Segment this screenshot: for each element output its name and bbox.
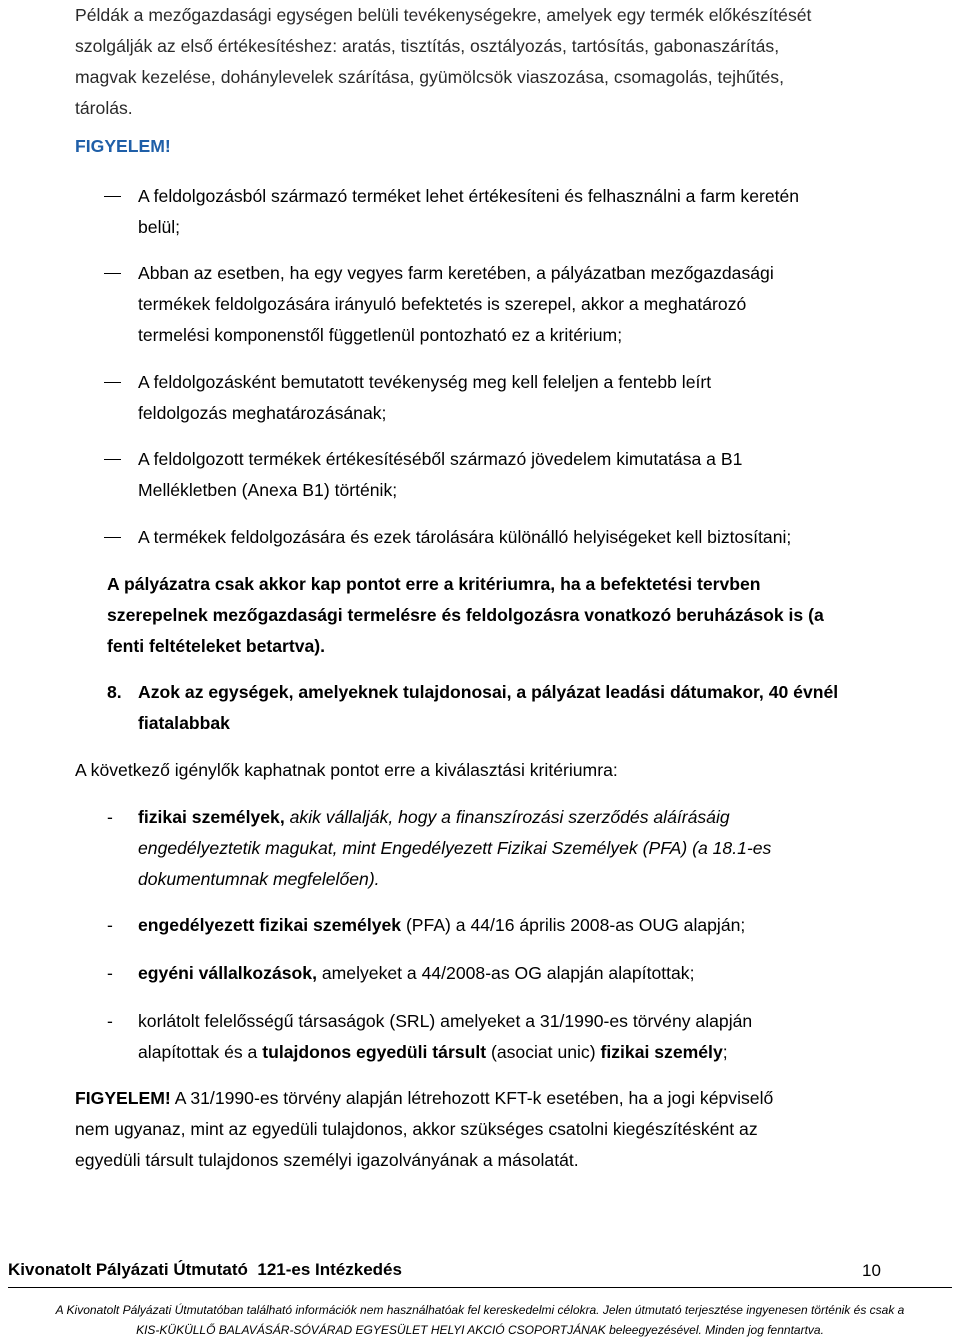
page-number: 10 xyxy=(862,1261,881,1280)
bullet-line: A feldolgozásként bemutatott tevékenység meg kell feleljen a fentebb leírt xyxy=(138,372,712,392)
bold-note-line: A pályázatra csak akkor kap pontot erre a kritériumra, ha a befektetési tervben xyxy=(107,574,761,594)
footer-title: Kivonatolt Pályázati Útmutató 121-es Intézkedés xyxy=(8,1260,402,1279)
list-item-italic: engedélyeztetik magukat, mint Engedélyezett Fizikai Személyek (PFA) (a 18.1-es xyxy=(138,838,772,858)
list-item xyxy=(138,802,938,895)
section-heading xyxy=(138,677,948,739)
intro-line: magvak kezelése, dohánylevelek szárítása, gyümölcsök viaszozása, csomagolás, tejhűtés, xyxy=(75,67,784,87)
text-span-bold: tulajdonos egyedüli társult xyxy=(262,1042,487,1062)
list-item-bold: fizikai személyek, xyxy=(138,807,285,827)
dash-bullet-icon xyxy=(104,459,121,460)
footer-disclaimer: A Kivonatolt Pályázati Útmutatóban található információk nem használhatóak fel kereskedelmi célokra. Jelen útmutató terjesztése ingyenesen történik és csak a xyxy=(55,1303,905,1317)
warning-line: egyedüli társult tulajdonos személyi igazolványának a másolatát. xyxy=(75,1150,579,1170)
text-span: ; xyxy=(722,1042,728,1062)
eligibility-intro: A következő igénylők kaphatnak pontot erre a kiválasztási kritériumra: xyxy=(75,760,618,780)
list-dash: - xyxy=(107,1011,113,1031)
dash-bullet-icon xyxy=(104,196,121,197)
list-item-line xyxy=(138,802,938,833)
bullet-line: termékek feldolgozására irányuló befektetés is szerepel, akkor a meghatározó xyxy=(138,294,747,314)
text-span-bold: fizikai személy xyxy=(600,1042,723,1062)
bullet-item xyxy=(138,258,938,351)
list-dash: - xyxy=(107,963,113,983)
list-item-line xyxy=(138,1037,938,1068)
intro-line: szolgálják az első értékesítéshez: aratás, tisztítás, osztályozás, tartósítás, gabonaszárítás, xyxy=(75,36,780,56)
list-item-italic: akik vállalják, hogy a finanszírozási szerződés aláírásáig xyxy=(284,807,730,827)
footer-disclaimer: KIS-KÜKÜLLŐ BALAVÁSÁR-SÓVÁRAD EGYESÜLET HELYI AKCIÓ CSOPORTJÁNAK beleegyezésével. Minden jog fenntartva. xyxy=(136,1323,824,1337)
intro-line: Példák a mezőgazdasági egységen belüli tevékenységekre, amelyek egy termék előkészítését xyxy=(75,5,812,25)
bullet-line: A feldolgozott termékek értékesítéséből származó jövedelem kimutatása a B1 xyxy=(138,449,743,469)
bullet-item xyxy=(138,522,938,553)
text-span: (asociat unic) xyxy=(486,1042,601,1062)
list-item xyxy=(138,910,938,941)
bullet-line: belül; xyxy=(138,217,181,237)
list-dash: - xyxy=(107,915,113,935)
section-number: 8. xyxy=(107,682,122,702)
dash-bullet-icon xyxy=(104,382,121,383)
intro-paragraph xyxy=(75,0,935,124)
list-item-line: korlátolt felelősségű társaságok (SRL) amelyeket a 31/1990-es törvény alapján xyxy=(138,1011,753,1031)
bullet-item xyxy=(138,367,938,429)
bold-note xyxy=(107,569,947,662)
intro-line: tárolás. xyxy=(75,98,133,118)
warning-line: nem ugyanaz, mint az egyedüli tulajdonos, akkor szükséges csatolni kiegészítésként az xyxy=(75,1119,758,1139)
list-dash: - xyxy=(107,807,113,827)
bullet-line: termelési komponenstől függetlenül pontozható ez a kritérium; xyxy=(138,325,623,345)
bullet-line: A feldolgozásból származó terméket lehet értékesíteni és felhasználni a farm keretén xyxy=(138,186,800,206)
warning-line xyxy=(75,1083,945,1114)
dash-bullet-icon xyxy=(104,537,121,538)
bullet-line: Abban az esetben, ha egy vegyes farm keretében, a pályázatban mezőgazdasági xyxy=(138,263,774,283)
text-span: alapítottak és a xyxy=(138,1042,263,1062)
list-item-text: (PFA) a 44/16 április 2008-as OUG alapján; xyxy=(401,915,746,935)
bold-note-line: fenti feltételeket betartva). xyxy=(107,636,326,656)
list-item-bold: egyéni vállalkozások, xyxy=(138,963,317,983)
warning-heading: FIGYELEM! xyxy=(75,136,171,156)
warning-paragraph xyxy=(75,1083,945,1176)
bullet-line: A termékek feldolgozására és ezek tárolására különálló helyiségeket kell biztosítani; xyxy=(138,527,792,547)
bullet-item xyxy=(138,181,938,243)
bullet-line: feldolgozás meghatározásának; xyxy=(138,403,387,423)
dash-bullet-icon xyxy=(104,273,121,274)
list-item xyxy=(138,958,938,989)
warning-label: FIGYELEM! xyxy=(75,1088,171,1108)
list-item-bold: engedélyezett fizikai személyek xyxy=(138,915,402,935)
list-item xyxy=(138,1006,938,1068)
footer-divider xyxy=(8,1287,952,1288)
warning-text: A 31/1990-es törvény alapján létrehozott KFT-k esetében, ha a jogi képviselő xyxy=(170,1088,774,1108)
list-item-italic: dokumentumnak megfelelően). xyxy=(138,869,380,889)
list-item-text: amelyeket a 44/2008-as OG alapján alapítottak; xyxy=(316,963,695,983)
section-heading-line: fiatalabbak xyxy=(138,713,230,733)
bold-note-line: szerepelnek mezőgazdasági termelésre és feldolgozásra vonatkozó beruházások is (a xyxy=(107,605,824,625)
bullet-line: Mellékletben (Anexa B1) történik; xyxy=(138,480,398,500)
bullet-item xyxy=(138,444,938,506)
section-heading-line: Azok az egységek, amelyeknek tulajdonosai, a pályázat leadási dátumakor, 40 évnél xyxy=(138,682,839,702)
